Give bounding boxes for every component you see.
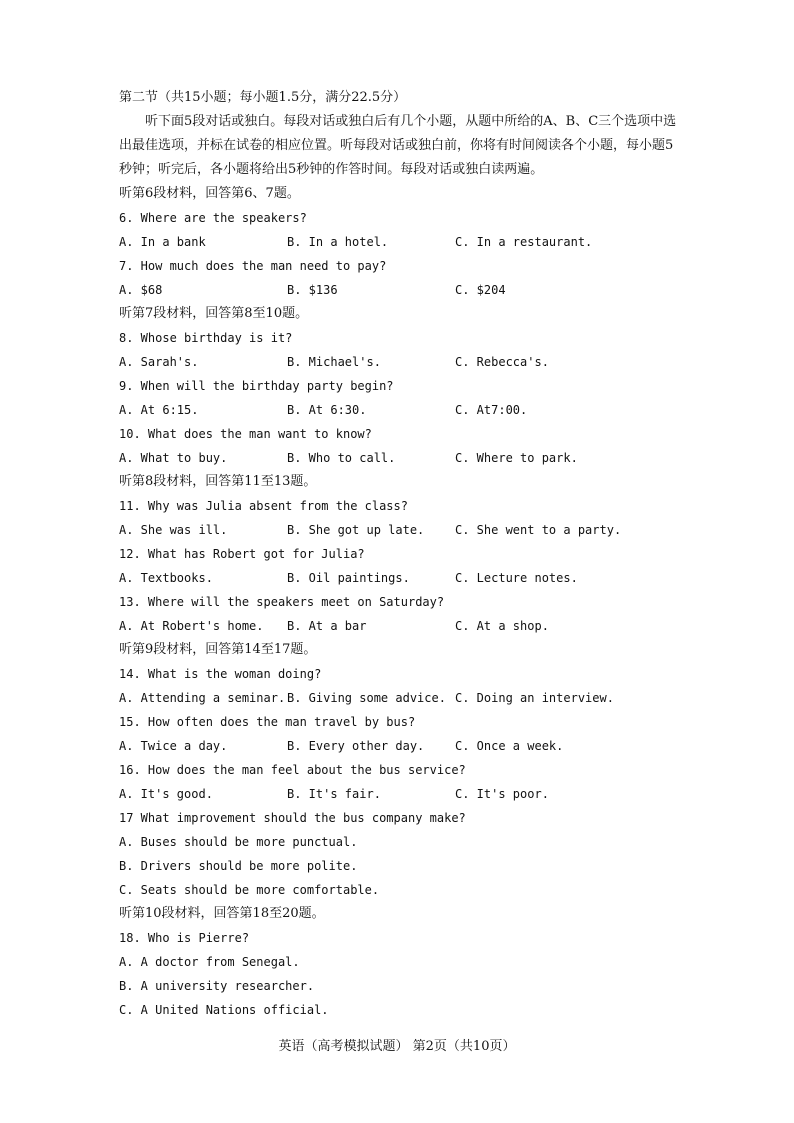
option-a: A. $68 [119,283,163,297]
option-b: B. Michael's. [287,355,381,369]
options-row [119,446,679,470]
option-a: A. At 6:15. [119,403,199,417]
option-c: C. At a shop. [455,619,549,633]
option-a: A. A doctor from Senegal. [119,955,300,969]
options-row [119,350,679,374]
option-c: C. Where to park. [455,451,578,465]
option-b: B. It's fair. [287,787,381,801]
options-row [119,614,679,638]
option-c: C. A United Nations official. [119,1003,329,1017]
option-c: C. Lecture notes. [455,571,578,585]
question-text: 10. What does the man want to know? [119,427,372,441]
option-a: A. Textbooks. [119,571,213,585]
option-c: C. It's poor. [455,787,549,801]
section-title: 第二节（共15小题；每小题1.5分，满分22.5分） [119,90,407,105]
option-b: B. Oil paintings. [287,571,410,585]
option-b: B. She got up late. [287,523,425,537]
question-text: 15. How often does the man travel by bus? [119,715,416,729]
option-a: A. Attending a seminar. [119,691,286,705]
option-a: A. Twice a day. [119,739,228,753]
question-text: 9. When will the birthday party begin? [119,379,394,393]
option-b: B. A university researcher. [119,979,315,993]
group-header: 听第9段材料，回答第14至17题。 [119,642,317,657]
option-b: B. Drivers should be more polite. [119,859,358,873]
question-text: 18. Who is Pierre? [119,931,250,945]
question-text: 12. What has Robert got for Julia? [119,547,365,561]
option-c: C. Seats should be more comfortable. [119,883,380,897]
option-c: C. Rebecca's. [455,355,549,369]
option-c: C. Once a week. [455,739,564,753]
options-row [119,566,679,590]
option-b: B. Every other day. [287,739,425,753]
option-b: B. $136 [287,283,338,297]
group-header: 听第10段材料，回答第18至20题。 [119,906,325,921]
question-text: 13. Where will the speakers meet on Saturday? [119,595,445,609]
option-c: C. In a restaurant. [455,235,593,249]
option-a: A. What to buy. [119,451,228,465]
question-text: 17 What improvement should the bus company make? [119,811,466,825]
options-row [119,230,679,254]
option-c: C. At7:00. [455,403,528,417]
group-header: 听第6段材料，回答第6、7题。 [119,186,300,201]
option-a: A. At Robert's home. [119,619,264,633]
exam-content [119,86,679,1022]
option-b: B. Giving some advice. [287,691,446,705]
option-b: B. At 6:30. [287,403,367,417]
option-c: C. Doing an interview. [455,691,614,705]
instructions-paragraph: 听下面5段对话或独白。每段对话或独白后有几个小题，从题中所给的A、B、C三个选项中选出最佳选项，并标在试卷的相应位置。听每段对话或独白前，你将有时间阅读各个小题，每小题5秒钟；听完后，各小题将给出5秒钟的作答时间。每段对话或独白读两遍。 [119,114,677,177]
options-row [119,734,679,758]
question-text: 11. Why was Julia absent from the class? [119,499,408,513]
option-b: B. In a hotel. [287,235,389,249]
options-row [119,686,679,710]
options-row [119,278,679,302]
option-a: A. She was ill. [119,523,228,537]
page-footer: 英语（高考模拟试题） 第2页（共10页） [278,1039,516,1054]
question-text: 8. Whose birthday is it? [119,331,293,345]
option-a: A. Buses should be more punctual. [119,835,358,849]
option-b: B. Who to call. [287,451,396,465]
group-header: 听第8段材料，回答第11至13题。 [119,474,317,489]
option-a: A. Sarah's. [119,355,199,369]
question-text: 7. How much does the man need to pay? [119,259,387,273]
option-c: C. $204 [455,283,506,297]
options-row [119,782,679,806]
option-b: B. At a bar [287,619,367,633]
option-a: A. It's good. [119,787,213,801]
options-row [119,518,679,542]
group-header: 听第7段材料，回答第8至10题。 [119,306,309,321]
options-row [119,398,679,422]
question-text: 14. What is the woman doing? [119,667,322,681]
question-text: 16. How does the man feel about the bus service? [119,763,466,777]
option-a: A. In a bank [119,235,206,249]
option-c: C. She went to a party. [455,523,622,537]
question-text: 6. Where are the speakers? [119,211,307,225]
